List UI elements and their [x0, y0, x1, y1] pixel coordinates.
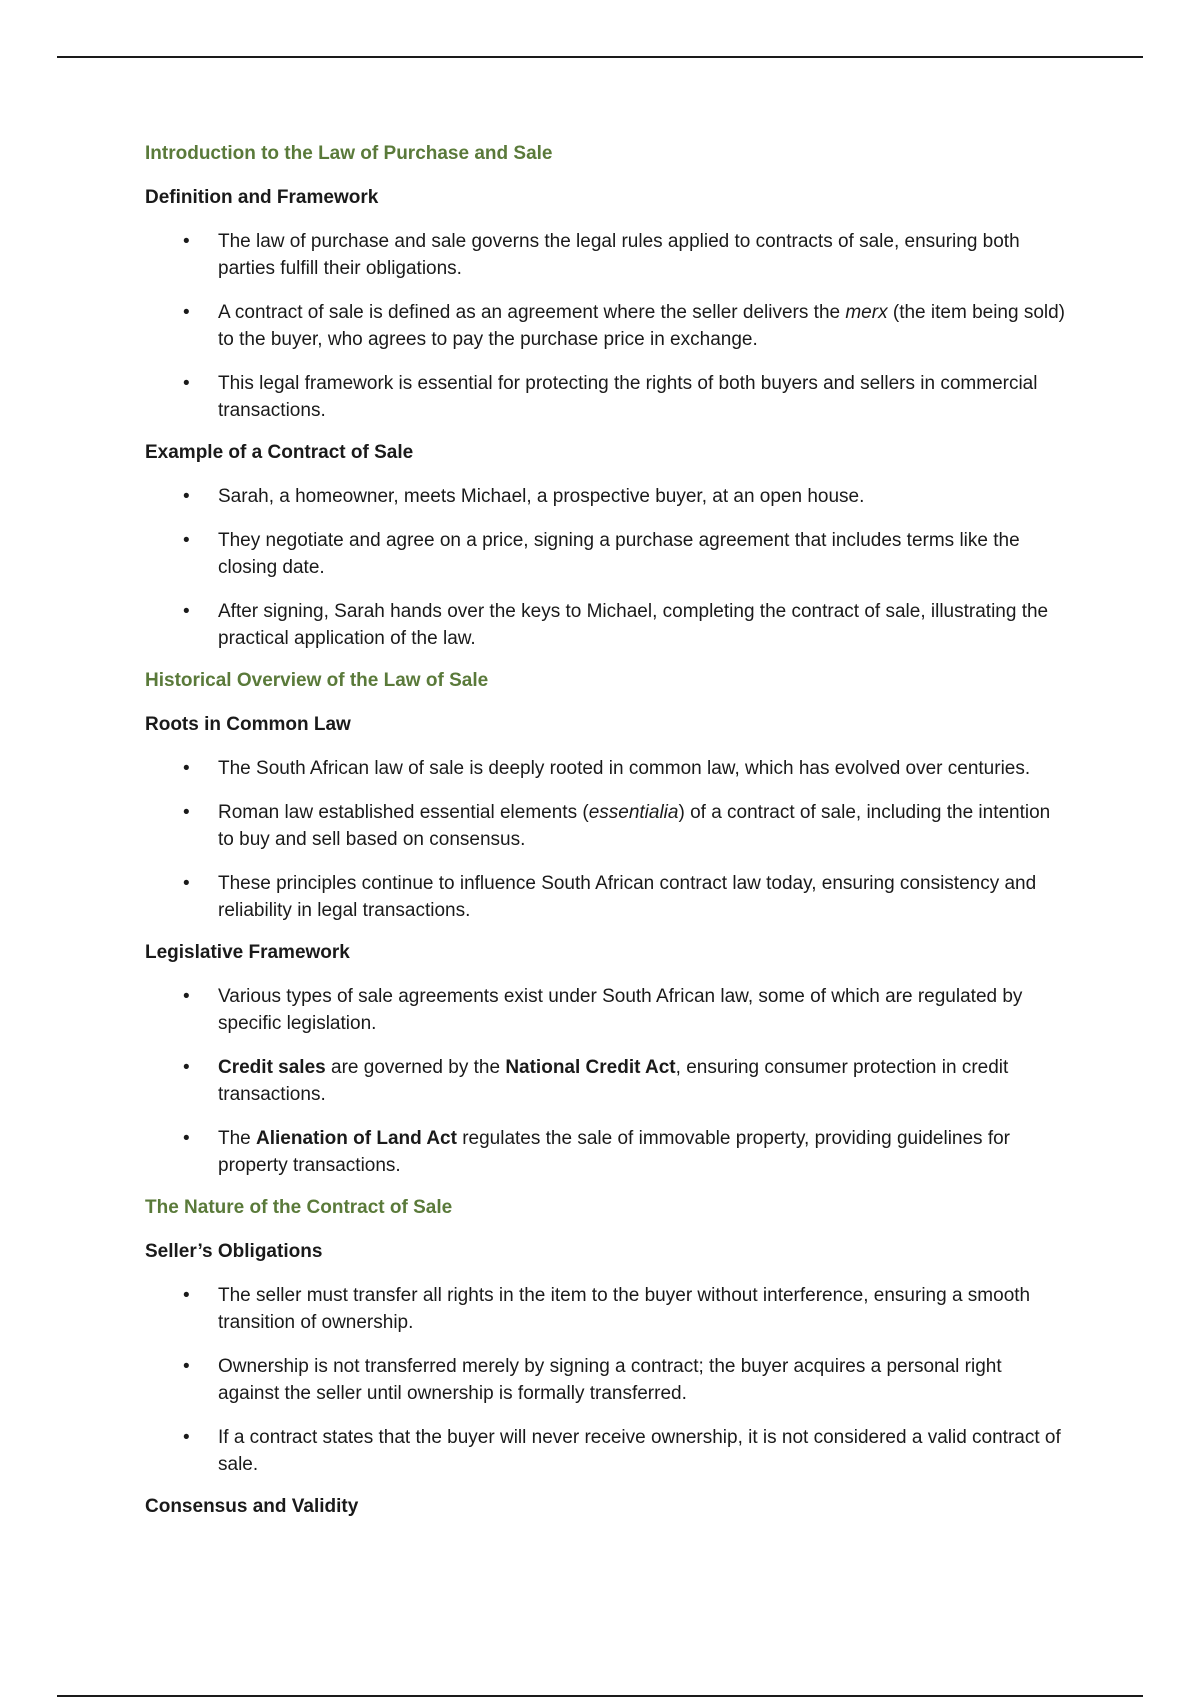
- section-heading: Historical Overview of the Law of Sale: [145, 670, 489, 691]
- bullet-icon: •: [183, 601, 190, 622]
- bullet-icon: •: [183, 530, 190, 551]
- italic-term: essentialia: [588, 802, 679, 823]
- document-body: [145, 142, 1065, 1537]
- bold-term: Alienation of Land Act: [256, 1128, 457, 1149]
- list-item: [145, 1125, 1065, 1179]
- list-item: [145, 870, 1065, 924]
- subsection-heading: Consensus and Validity: [145, 1496, 359, 1517]
- list-item-text: The: [218, 1128, 257, 1149]
- bullet-icon: •: [183, 1057, 190, 1078]
- list-item: [145, 228, 1065, 282]
- list-item: [145, 983, 1065, 1037]
- list-item-text: The South African law of sale is deeply rooted in common law, which has evolved over centuries.: [218, 758, 1031, 779]
- bullet-icon: •: [183, 1356, 190, 1377]
- list-item: [145, 1282, 1065, 1336]
- bullet-icon: •: [183, 986, 190, 1007]
- list-item: [145, 299, 1065, 353]
- subsection-heading: Roots in Common Law: [145, 714, 351, 735]
- list-item: [145, 370, 1065, 424]
- list-item-text: Various types of sale agreements exist under South African law, some of which are regulated by specific legislation.: [218, 986, 1023, 1034]
- bullet-icon: •: [183, 231, 190, 252]
- italic-term: merx: [845, 302, 888, 323]
- bullet-icon: •: [183, 758, 190, 779]
- bullet-icon: •: [183, 302, 190, 323]
- list-item-text: are governed by the: [325, 1057, 506, 1078]
- list-item-text: The seller must transfer all rights in the item to the buyer without interference, ensuring a smooth transition of ownership.: [218, 1285, 1031, 1333]
- subsection-heading: Example of a Contract of Sale: [145, 442, 414, 463]
- list-item: [145, 598, 1065, 652]
- bullet-list: [145, 1282, 1065, 1478]
- list-item-text: Roman law established essential elements (: [218, 802, 589, 823]
- list-item: [145, 755, 1065, 782]
- list-item: [145, 1353, 1065, 1407]
- bullet-list: [145, 483, 1065, 652]
- bullet-icon: •: [183, 802, 190, 823]
- list-item-text: ) of a contract of sale, including the intention to buy and sell based on consensus.: [218, 802, 1051, 850]
- bullet-list: [145, 755, 1065, 924]
- list-item-text: They negotiate and agree on a price, signing a purchase agreement that includes terms like the closing date.: [218, 530, 1020, 578]
- list-item-text: , ensuring consumer protection in credit transactions.: [218, 1057, 1009, 1105]
- section-heading: Introduction to the Law of Purchase and Sale: [145, 143, 553, 164]
- page-top-rule: [57, 56, 1143, 58]
- list-item-text: If a contract states that the buyer will never receive ownership, it is not considered a valid contract of sale.: [218, 1427, 1061, 1475]
- bullet-icon: •: [183, 486, 190, 507]
- list-item-text: These principles continue to influence South African contract law today, ensuring consistency and reliability in legal transactions.: [218, 873, 1037, 921]
- bullet-list: [145, 228, 1065, 424]
- bullet-icon: •: [183, 873, 190, 894]
- bullet-icon: •: [183, 1128, 190, 1149]
- list-item: [145, 1424, 1065, 1478]
- bold-term: Credit sales: [218, 1057, 326, 1078]
- list-item: [145, 1054, 1065, 1108]
- bullet-icon: •: [183, 373, 190, 394]
- bold-term: National Credit Act: [505, 1057, 676, 1078]
- list-item-text: After signing, Sarah hands over the keys to Michael, completing the contract of sale, illustrating the practical application of the law.: [218, 601, 1049, 649]
- list-item: [145, 527, 1065, 581]
- subsection-heading: Seller’s Obligations: [145, 1241, 323, 1262]
- subsection-heading: Legislative Framework: [145, 942, 350, 963]
- list-item-text: regulates the sale of immovable property, providing guidelines for property transactions.: [218, 1128, 1010, 1176]
- list-item-text: The law of purchase and sale governs the legal rules applied to contracts of sale, ensuring both parties fulfill their obligations.: [218, 231, 1020, 279]
- list-item-text: (the item being sold) to the buyer, who agrees to pay the purchase price in exchange.: [218, 302, 1066, 350]
- page-bottom-rule: [57, 1695, 1143, 1697]
- list-item-text: Ownership is not transferred merely by signing a contract; the buyer acquires a personal right against the seller until ownership is formally transferred.: [218, 1356, 1002, 1404]
- bullet-icon: •: [183, 1285, 190, 1306]
- section-heading: The Nature of the Contract of Sale: [145, 1197, 453, 1218]
- list-item-text: A contract of sale is defined as an agreement where the seller delivers the: [218, 302, 846, 323]
- bullet-list: [145, 983, 1065, 1179]
- list-item: [145, 483, 1065, 510]
- bullet-icon: •: [183, 1427, 190, 1448]
- list-item: [145, 799, 1065, 853]
- subsection-heading: Definition and Framework: [145, 187, 379, 208]
- list-item-text: Sarah, a homeowner, meets Michael, a prospective buyer, at an open house.: [218, 486, 865, 507]
- list-item-text: This legal framework is essential for protecting the rights of both buyers and sellers in commercial transactions.: [218, 373, 1038, 421]
